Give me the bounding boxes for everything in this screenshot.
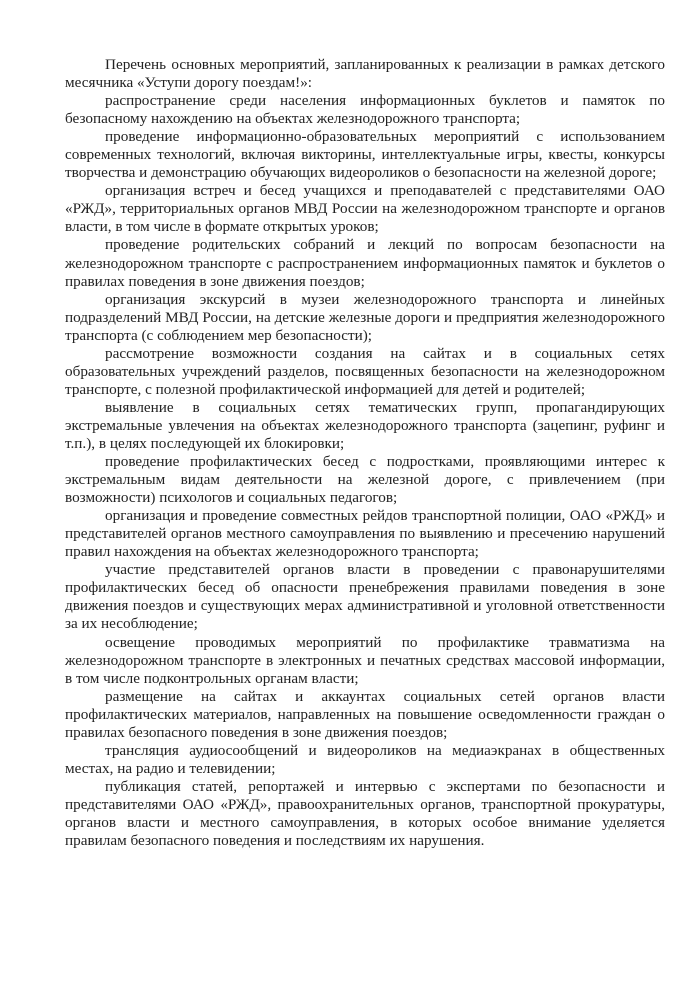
list-item: участие представителей органов власти в проведении с правонарушителями профилактических бесед об опасности пренебрежения правилами поведения в зоне движения поездов и существующих мерах административной и уголовной ответственности за их несоблюдение; [65,561,665,633]
list-item: освещение проводимых мероприятий по профилактике травматизма на железнодорожном транспорте в электронных и печатных средствах массовой информации, в том числе подконтрольных органам власти; [65,633,665,687]
list-item: проведение информационно-образовательных мероприятий с использованием современных технологий, включая викторины, интеллектуальные игры, квесты, конкурсы творчества и демонстрацию обучающих видеороликов о безопасности на железной дороге; [65,128,665,182]
list-item: размещение на сайтах и аккаунтах социальных сетей органов власти профилактических материалов, направленных на повышение осведомленности граждан о правилах безопасного поведения в зоне движения поездов; [65,687,665,741]
list-item: организация встреч и бесед учащихся и преподавателей с представителями ОАО «РЖД», территориальных органов МВД России на железнодорожном транспорте и органов власти, в том числе в формате открытых уроков; [65,182,665,236]
intro-paragraph: Перечень основных мероприятий, запланированных к реализации в рамках детского месячника «Уступи дорогу поездам!»: [65,56,665,92]
list-item: проведение родительских собраний и лекций по вопросам безопасности на железнодорожном транспорте с распространением информационных памяток и буклетов о правилах поведения в зоне движения поездов; [65,236,665,290]
list-item: организация экскурсий в музеи железнодорожного транспорта и линейных подразделений МВД России, на детские железные дороги и предприятия железнодорожного транспорта (с соблюдением мер безопасности); [65,290,665,344]
list-item: публикация статей, репортажей и интервью с экспертами по безопасности и представителями ОАО «РЖД», правоохранительных органов, транспортной прокуратуры, органов власти и местного самоуправления, в которых особое внимание уделяется правилам безопасного поведения и последствиям их нарушения. [65,777,665,850]
list-item: трансляция аудиосообщений и видеороликов на медиаэкранах в общественных местах, на радио и телевидении; [65,741,665,777]
list-item: рассмотрение возможности создания на сайтах и в социальных сетях образовательных учреждений разделов, посвященных безопасности на железнодорожном транспорте, с полезной профилактической информацией для детей и родителей; [65,344,665,398]
list-item: распространение среди населения информационных буклетов и памяток по безопасному нахождению на объектах железнодорожного транспорта; [65,92,665,128]
document-page [65,56,665,850]
list-item: проведение профилактических бесед с подростками, проявляющими интерес к экстремальным видам деятельности на железной дороге, с привлечением (при возможности) психологов и социальных педагогов; [65,453,665,507]
list-item: организация и проведение совместных рейдов транспортной полиции, ОАО «РЖД» и представителей органов местного самоуправления по выявлению и пресечению нарушений правил нахождения на объектах железнодорожного транспорта; [65,507,665,561]
list-item: выявление в социальных сетях тематических групп, пропагандирующих экстремальные увлечения на объектах железнодорожного транспорта (зацепинг, руфинг и т.п.), в целях последующей их блокировки; [65,398,665,452]
